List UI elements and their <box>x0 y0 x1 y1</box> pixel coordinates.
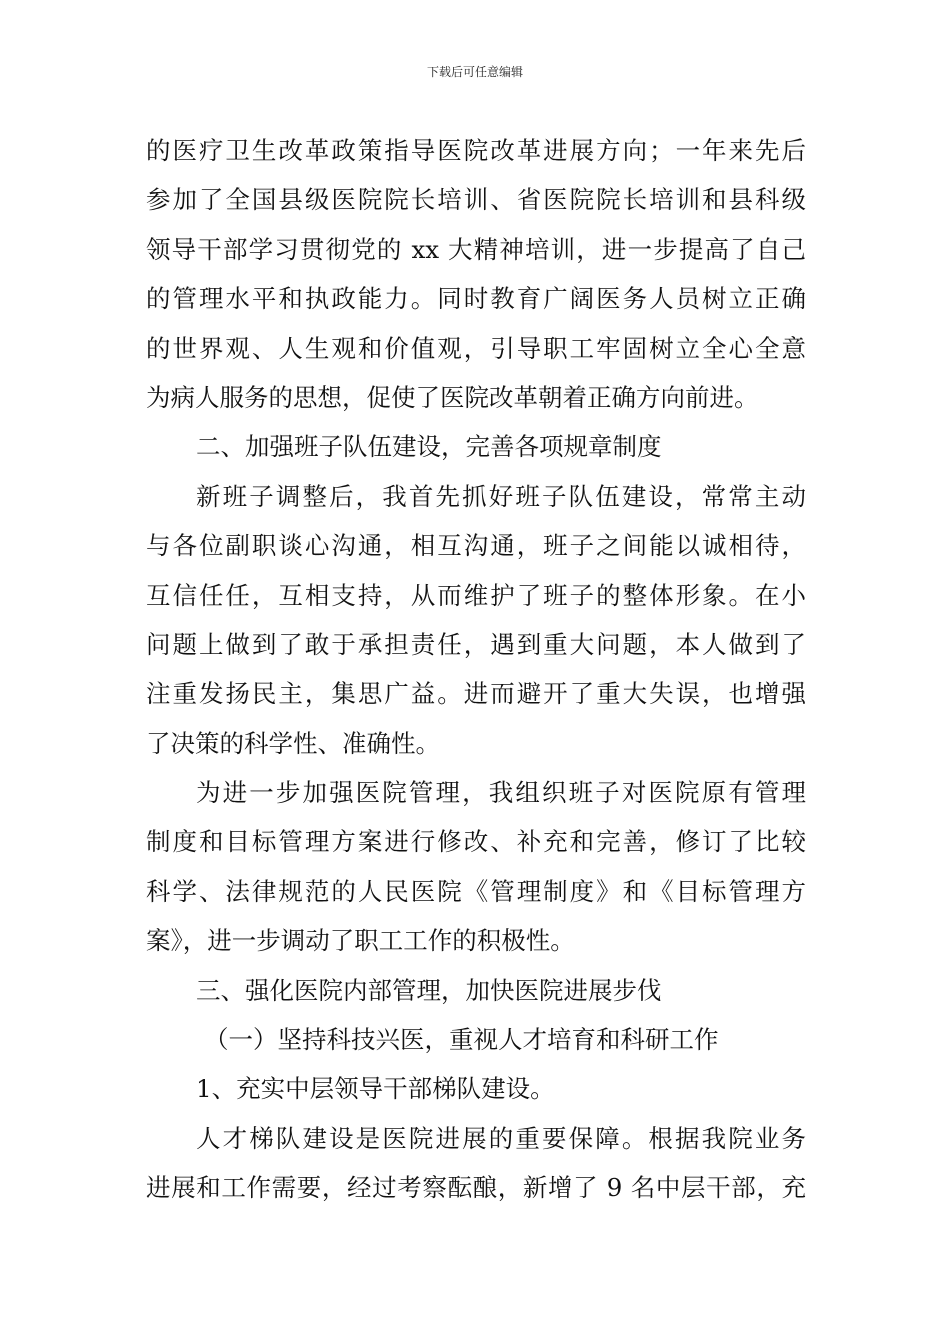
text-line: 新班子调整后，我首先抓好班子队伍建设，常常主动 <box>196 481 806 511</box>
subsection-heading: （一）坚持科技兴医，重视人才培育和科研工作 <box>204 1025 719 1055</box>
item-heading: 1、充实中层领导干部梯队建设。 <box>196 1074 555 1104</box>
text-line: 制度和目标管理方案进行修改、补充和完善，修订了比较 <box>146 827 806 857</box>
section-heading: 三、强化医院内部管理，加快医院进展步伐 <box>196 975 662 1005</box>
section-heading: 二、加强班子队伍建设，完善各项规章制度 <box>196 432 662 462</box>
text-line: 的世界观、人生观和价值观，引导职工牢固树立全心全意 <box>146 333 806 363</box>
page-header: 下载后可任意编辑 <box>426 65 523 79</box>
text-line: 案》，进一步调动了职工工作的积极性。 <box>146 926 575 956</box>
text-line: 注重发扬民主，集思广益。进而避开了重大失误，也增强 <box>146 679 806 709</box>
text-line: 领导干部学习贯彻党的 xx 大精神培训，进一步提高了自己 <box>146 234 806 264</box>
text-line: 与各位副职谈心沟通，相互沟通，班子之间能以诚相待， <box>146 531 806 561</box>
text-line: 的管理水平和执政能力。同时教育广阔医务人员树立正确 <box>146 284 806 314</box>
text-line: 进展和工作需要，经过考察酝酿，新增了 9 名中层干部，充 <box>146 1173 806 1203</box>
text-line: 互信任任，互相支持，从而维护了班子的整体形象。在小 <box>146 580 806 610</box>
text-line: 参加了全国县级医院院长培训、省医院院长培训和县科级 <box>146 185 806 215</box>
text-line: 为病人服务的思想，促使了医院改革朝着正确方向前进。 <box>146 382 759 412</box>
text-line: 人才梯队建设是医院进展的重要保障。根据我院业务 <box>196 1123 806 1153</box>
text-line: 为进一步加强医院管理，我组织班子对医院原有管理 <box>196 778 806 808</box>
document-body <box>146 126 806 1213</box>
text-line: 的医疗卫生改革政策指导医院改革进展方向；一年来先后 <box>146 136 806 165</box>
text-line: 问题上做到了敢于承担责任，遇到重大问题，本人做到了 <box>146 629 806 659</box>
text-line: 了决策的科学性、准确性。 <box>146 728 440 758</box>
text-line: 科学、法律规范的人民医院《管理制度》和《目标管理方 <box>146 876 806 906</box>
